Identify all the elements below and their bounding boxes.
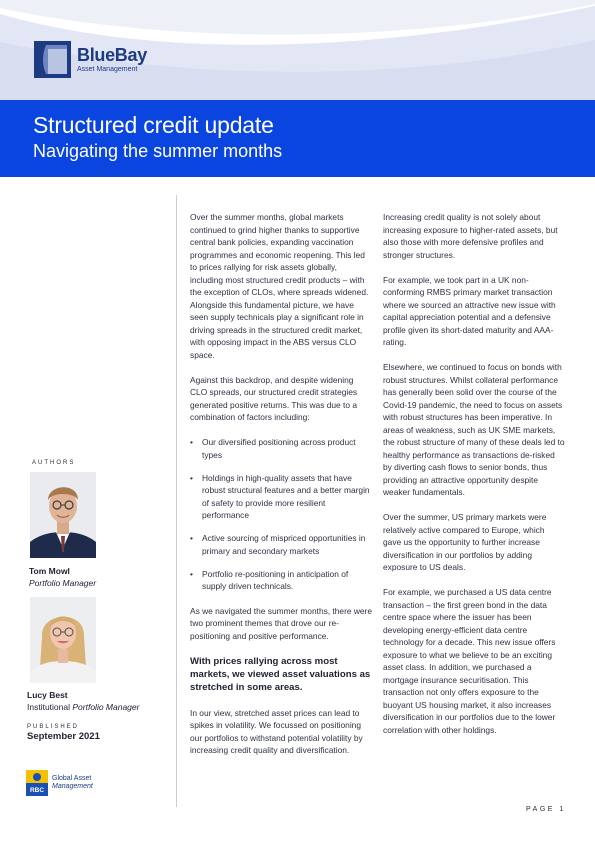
paragraph: For example, we purchased a US data centre transaction – the first green bond in the data centre space where the issuer has been developing energy-efficient data centre technology for a decade. This new issue offers exposure to what we believe to be an exciting asset class. In addition, we purchased a mortgage insurance securitisation. This transaction not only offers exposure to the buoyant US housing market, it also increases diversification in our portfolios due to the lower correlation with other holdings. (383, 587, 556, 735)
paragraph: Increasing credit quality is not solely about increasing exposure to higher-rated assets, but also those with more defensive profiles and stronger structures. (383, 212, 558, 260)
author-name: Tom Mowl (29, 566, 70, 576)
factor-list (190, 436, 372, 593)
rbc-line2: Management (52, 783, 93, 790)
published-label: PUBLISHED (27, 724, 80, 730)
published-date: September 2021 (27, 731, 100, 742)
authors-label: AUTHORS (32, 460, 76, 466)
rbc-logo (26, 770, 93, 796)
author-photo-lucy-best (30, 597, 96, 683)
author-role: Institutional Portfolio Manager (27, 702, 140, 712)
column-divider (176, 195, 177, 807)
bluebay-logo-icon (34, 41, 71, 78)
paragraph: For example, we took part in a UK non-conforming RMBS primary market transaction where we sourced an attractive new issue with capital appreciation potential and a defensive profile given its short-dated maturity and AAA-rating. (383, 274, 556, 347)
page-subtitle: Navigating the summer months (33, 141, 283, 161)
list-item: • Holdings in high-quality assets that have robust structural features and a better margin of safety to provide more resilient performance (190, 472, 372, 522)
paragraph: In our view, stretched asset prices can lead to spikes in volatility. We focussed on positioning our portfolios to withstand potential volatility by increasing credit quality and diversification. (190, 707, 363, 755)
pull-quote: With prices rallying across most markets, we viewed asset valuations as stretched in some areas. (190, 655, 371, 693)
paragraph: Against this backdrop, and despite widening CLO spreads, our structured credit strategies generated positive returns. This was due to a combination of factors including: (190, 374, 358, 422)
paragraph: Elsewhere, we continued to focus on bonds with robust structures. Whilst collateral performance has generally been solid over the course of the Covid-19 pandemic, the need to focus on assets with robust structures has been imperative. In areas of weakness, such as UK SME markets, the robust structure of many of these deals led to healthy performance as transactions de-risked by diverting cash flows to senior bonds, thus providing an attractive opportunity despite weaker fundamentals. (383, 362, 565, 497)
list-item: • Portfolio re-positioning in anticipation of supply driven technicals. (190, 568, 372, 593)
brand-name: BlueBay (77, 44, 147, 65)
paragraph: Over the summer, US primary markets were relatively active compared to Europe, which gave us the opportunity to further increase diversification in our portfolios by adding exposure to US deals. (383, 512, 547, 572)
author-name: Lucy Best (27, 690, 68, 700)
rbc-shield-icon (26, 770, 48, 796)
author-photo-tom-mowl (30, 472, 96, 558)
body-column-1 (190, 211, 372, 769)
author-role: Portfolio Manager (29, 578, 97, 588)
list-item: • Active sourcing of mispriced opportunities in primary and secondary markets (190, 532, 372, 557)
rbc-mark: RBC (29, 787, 45, 794)
list-item: • Our diversified positioning across product types (190, 436, 372, 461)
paragraph: As we navigated the summer months, there were two prominent themes that drove our re-positioning and positive performance. (190, 605, 373, 641)
bluebay-logo (34, 40, 147, 78)
page-number: PAGE 1 (526, 806, 566, 813)
brand-subtitle: Asset Management (77, 65, 138, 73)
rbc-line1: Global Asset (52, 774, 92, 782)
body-column-2 (383, 211, 565, 749)
page-title: Structured credit update (33, 112, 274, 138)
paragraph: Over the summer months, global markets continued to grind higher thanks to supportive central bank policies, expanding vaccination programmes and economic reopening. This led to prices rallying for risk assets globally, including most structured credit products – with the exception of CLOs, where spreads widened. Alongside this fundamental picture, we have seen supply technicals play a significant role in driving spreads in the structured credit market, with opposing impact in the ABS versus CLO space. (190, 212, 369, 360)
title-banner (0, 100, 595, 177)
